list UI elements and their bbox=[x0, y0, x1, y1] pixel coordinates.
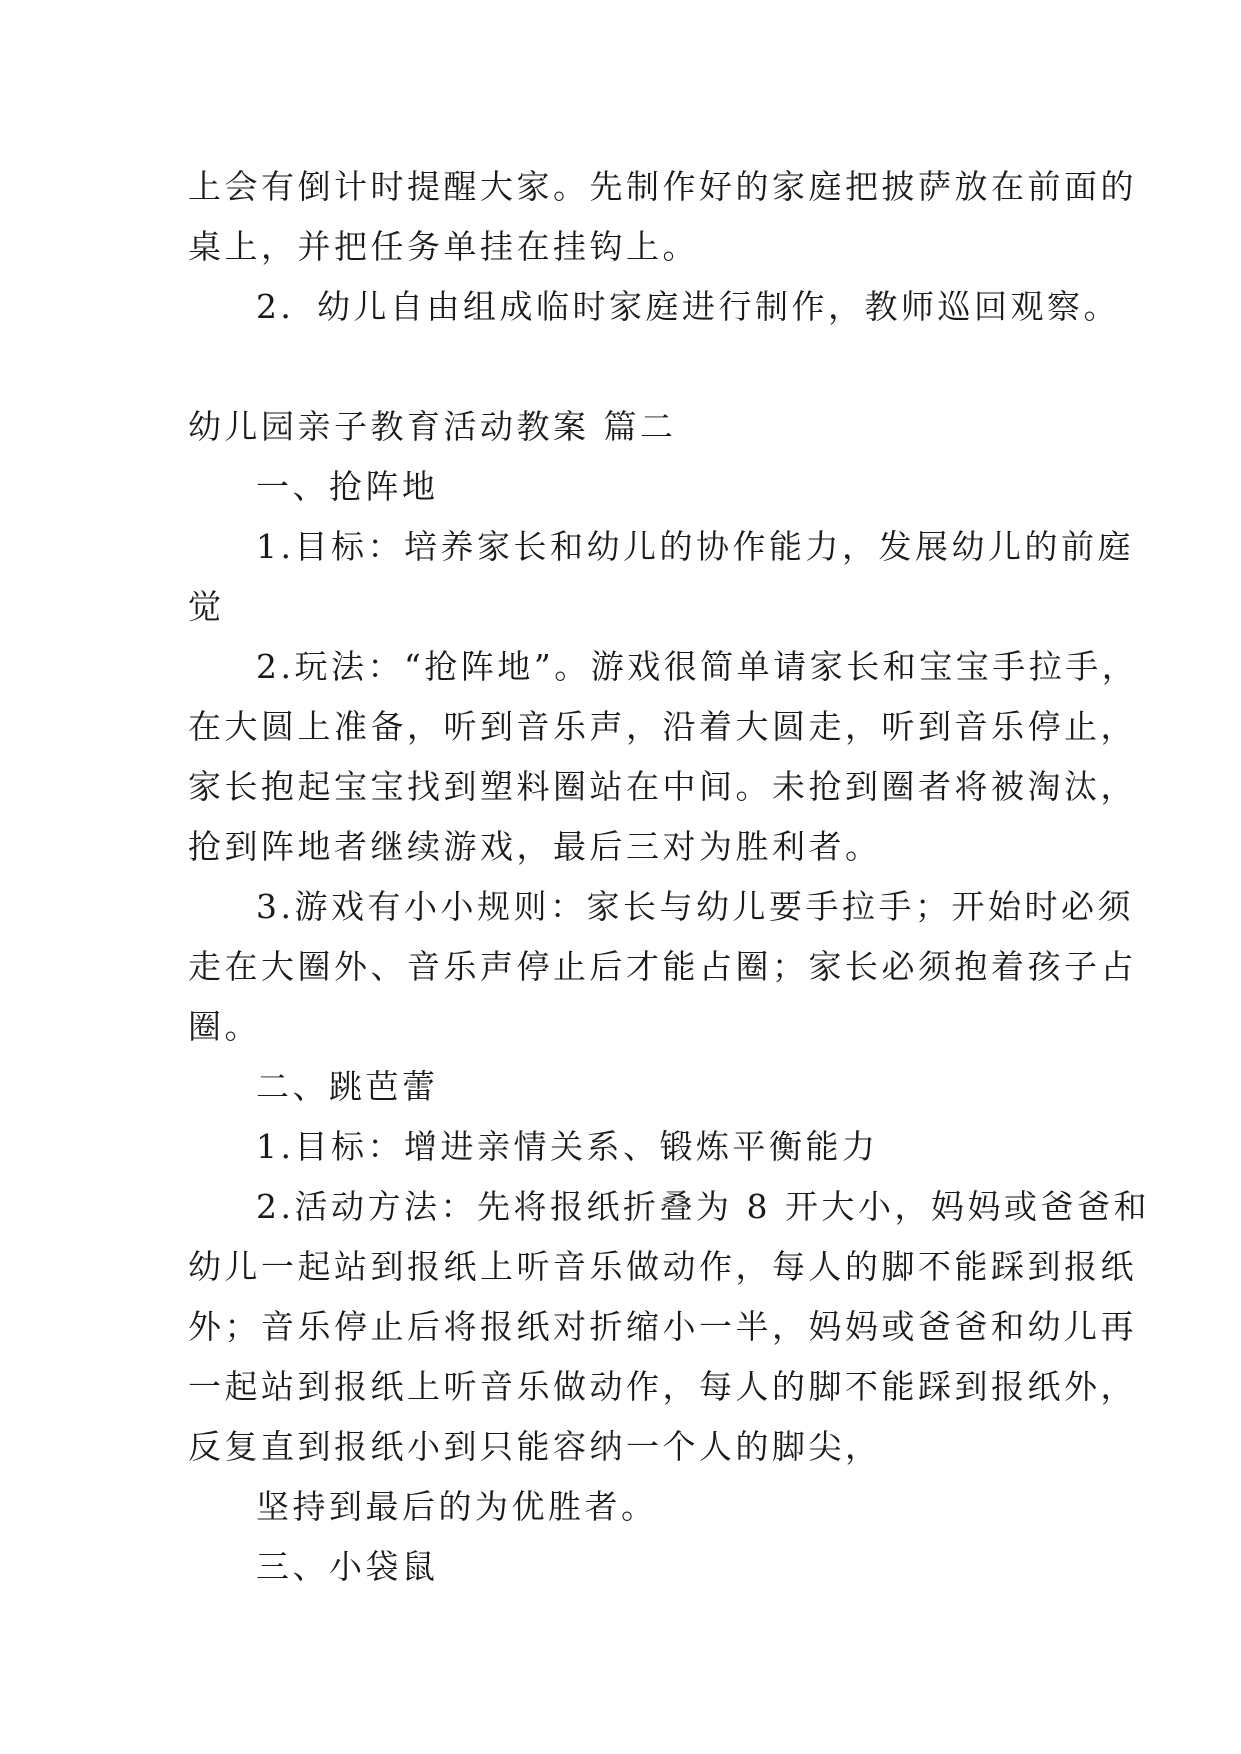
game3-heading: 三、小袋鼠 bbox=[256, 1547, 439, 1586]
game2-method-line-1: 2.活动方法：先将报纸折叠为 8 开大小，妈妈或爸爸和 bbox=[256, 1187, 1150, 1226]
game2-method-line-5: 反复直到报纸小到只能容纳一个人的脚尖， bbox=[188, 1427, 882, 1466]
game1-play-line-1: 2.玩法：“抢阵地”。游戏很简单请家长和宝宝手拉手， bbox=[256, 647, 1139, 686]
game1-rule-line-1: 3.游戏有小小规则：家长与幼儿要手拉手；开始时必须 bbox=[256, 887, 1134, 926]
game2-goal: 1.目标：增进亲情关系、锻炼平衡能力 bbox=[256, 1127, 879, 1166]
game1-heading: 一、抢阵地 bbox=[256, 467, 439, 506]
game1-rule-line-2: 走在大圈外、音乐声停止后才能占圈；家长必须抱着孩子占 bbox=[188, 947, 1137, 986]
game1-goal-line-2: 觉 bbox=[188, 587, 225, 626]
game2-method-line-4: 一起站到报纸上听音乐做动作，每人的脚不能踩到报纸外， bbox=[188, 1367, 1137, 1406]
section-title: 幼儿园亲子教育活动教案 篇二 bbox=[188, 407, 677, 446]
game2-winner: 坚持到最后的为优胜者。 bbox=[256, 1487, 658, 1526]
intro-line-2: 桌上，并把任务单挂在挂钩上。 bbox=[188, 227, 699, 266]
document-page bbox=[188, 140, 1150, 1597]
game2-heading: 二、跳芭蕾 bbox=[256, 1067, 439, 1106]
game2-method-line-3: 外；音乐停止后将报纸对折缩小一半，妈妈或爸爸和幼儿再 bbox=[188, 1307, 1137, 1346]
game1-play-line-2: 在大圆上准备，听到音乐声，沿着大圆走，听到音乐停止， bbox=[188, 707, 1137, 746]
game1-play-line-4: 抢到阵地者继续游戏，最后三对为胜利者。 bbox=[188, 827, 882, 866]
game1-goal-line-1: 1.目标：培养家长和幼儿的协作能力，发展幼儿的前庭 bbox=[256, 527, 1134, 566]
intro-item-2: 2．幼儿自由组成临时家庭进行制作，教师巡回观察。 bbox=[256, 287, 1120, 326]
game1-play-line-3: 家长抱起宝宝找到塑料圈站在中间。未抢到圈者将被淘汰， bbox=[188, 767, 1137, 806]
intro-line-1: 上会有倒计时提醒大家。先制作好的家庭把披萨放在前面的 bbox=[188, 167, 1137, 206]
game1-rule-line-3: 圈。 bbox=[188, 1007, 261, 1046]
game2-method-line-2: 幼儿一起站到报纸上听音乐做动作，每人的脚不能踩到报纸 bbox=[188, 1247, 1137, 1286]
